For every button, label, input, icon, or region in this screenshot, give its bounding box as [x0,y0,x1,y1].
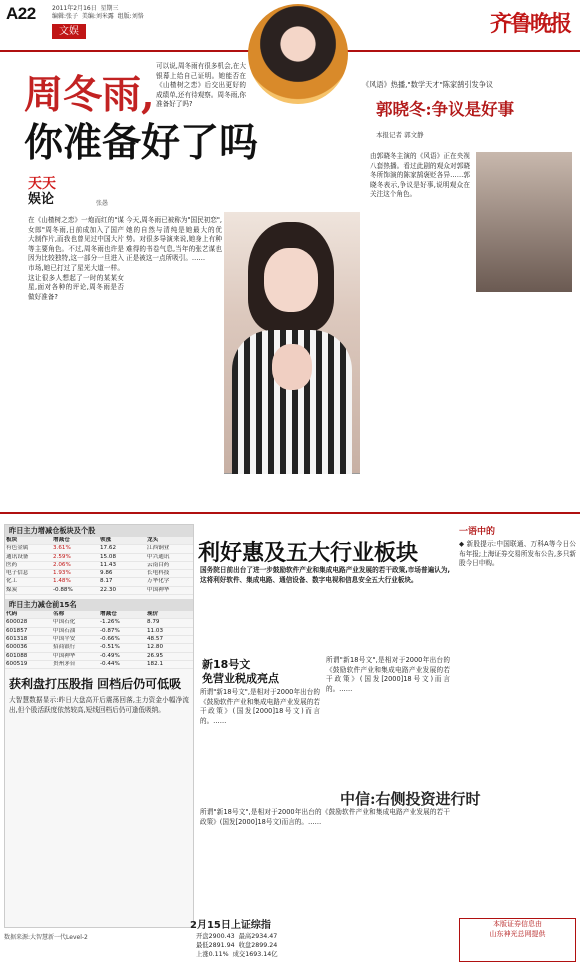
table-cell: 12.80 [147,644,164,651]
feature-body-col1: 在《山楂树之恋》一炮而红的"谋女郎"周冬雨,日前成加入了国产大制作片,而我也曾见过中国大片等主要角色。不过,周冬雨也许是因为比较独特,这一部分一旦进入市场,她已打过了星光大道一样。这让很多人想起了一时的某某女星,面对各种的评论,周冬雨是否做好准备? [28,216,124,301]
table2-body [5,619,193,669]
table-row [5,628,193,636]
table-row [5,554,193,562]
table-header-cell: 板块 [6,537,18,543]
table-cell: 1.48% [53,578,71,585]
table-row [5,570,193,578]
table-cell: 601318 [6,635,28,642]
table-cell: 8.17 [100,578,113,585]
table-cell: -1.26% [100,619,120,626]
table3-title: 获利盘打压股指 回档后仍可低吸 [9,677,182,692]
table-cell: -0.87% [100,627,120,634]
logo-line1: 天天 [28,176,56,192]
table-cell: -0.88% [53,586,73,593]
table1-title: 昨日主力增减仓板块及个股 [5,525,193,537]
table-cell: 9.86 [100,570,113,577]
table-cell: 有色金属 [6,545,29,552]
market-body-col3: 所谓"新18号文",是相对于2000年出台的《鼓励软件产业和集成电路产业发展的若干政策》(国发[2000]18号文)而言的。…… [200,808,450,826]
table-cell: 3.61% [53,545,71,552]
table-cell: -0.51% [100,644,120,651]
index-values: 开盘2900.43 最高2934.47 最低2891.94 收盘2899.24 上涨0.11% 成交1693.14亿 [196,933,278,958]
table-header-cell: 领涨 [100,537,112,543]
table-row [5,619,193,627]
page-number: A22 [6,4,36,23]
sidebar-title: 郭晓冬:争议是好事 [376,100,515,119]
market-body-col2: 所谓"新18号文",是相对于2000年出台的《鼓励软件产业和集成电路产业发展的若干政策》(国发[2000]18号文)而言的。…… [326,656,450,693]
feature-headline-line1: 周冬雨, [24,72,155,118]
table-cell: 11.03 [147,627,164,634]
index-title: 2月15日上证综指 [190,920,271,931]
section-divider [0,512,580,514]
table-cell: -0.66% [100,635,120,642]
table-cell: 中国平安 [53,635,76,642]
table-cell: 中国石化 [53,619,76,626]
table-header-cell: 名称 [53,611,65,618]
table-cell: 中国神华 [147,586,170,593]
table1-header [5,537,193,545]
table-cell: 48.57 [147,635,164,642]
sidebar-photo [476,152,572,292]
table-cell: 医药 [6,561,18,568]
table-cell: 中国石油 [53,627,76,634]
table-cell: 化工 [6,578,18,585]
table-cell: 贵州茅台 [53,660,76,667]
market-subtitle3: 中信:右侧投资进行时 [340,790,481,808]
sponsor-line1: 本版证券信息由 [493,920,542,928]
table-cell: 2.59% [53,553,71,560]
side-column-body: ◆ 新股提示:中国联通、万科A等今日公布年报;上海证券交易所发布公告,多只新股今日申购。 [459,540,576,568]
table-row [5,661,193,669]
table-row [5,587,193,595]
table-cell: 22.30 [100,586,117,593]
market-headline: 利好惠及五大行业板块 [198,540,419,566]
feature-headline-line2: 你准备好了吗 [24,120,259,166]
photo-hands [272,344,312,390]
market-subtitle2: 免营业税成亮点 [202,672,279,685]
feature-body-col2: 今天,周冬雨已被称为"国民初恋",她的自然与清纯是她最大的优势。对很多导演来说,她身上有种难得的书卷气息,当年的张艺谋也正是被这一点所吸引。…… [126,216,222,263]
sponsor-box [459,918,576,962]
table-cell: 万华化学 [147,578,170,585]
sidebar-body: 由郭晓冬主演的《风语》正在央视八套热播。看过此剧的观众对郭晓冬所饰演的陈家鹄褒贬各异……郭晓冬表示,争议是好事,说明观众在关注这个角色。 [370,152,470,199]
table-cell: 云南白药 [147,561,170,568]
feature-author: 张愚 [96,200,109,207]
table-cell: 26.95 [147,652,164,659]
table-row [5,578,193,586]
table-cell: 600036 [6,644,28,651]
column-logo [28,176,98,212]
sponsor-line2: 山东神光总网提供 [489,930,546,938]
table-header-cell: 现价 [147,611,159,618]
table-header-cell: 增减仓 [100,611,117,618]
table-cell: 600519 [6,660,28,667]
feature-photo [224,212,360,474]
table-row [5,644,193,652]
table2-header [5,611,193,619]
newspaper-masthead: 齐鲁晚报 [489,11,570,37]
table-cell: 2.06% [53,561,71,568]
table-cell: 煤炭 [6,586,18,593]
photo-face [264,248,318,312]
table-header-cell: 代码 [6,611,18,618]
market-body-col1: 所谓"新18号文",是相对于2000年出台的《鼓励软件产业和集成电路产业发展的若干政策》(国发[2000]18号文)而言的。…… [200,688,320,725]
table2-title: 昨日主力减仓前15名 [5,599,193,611]
table-cell: 江西铜业 [147,545,170,552]
table-header-cell: 龙头 [147,537,159,543]
table3-body: 大智慧数据显示:昨日大盘高开后震荡回落,主力资金小幅净流出,但个股活跃度依然较高,短线回档后仍可逢低吸纳。 [9,696,189,714]
table1-body [5,545,193,595]
table-cell: 长电科技 [147,570,170,577]
header-meta: 2011年2月16日 星期三 编辑:张子 美编:刘米露 组版:刘恪 [52,5,144,20]
table-cell: 600028 [6,619,28,626]
table-cell: 通讯设备 [6,553,29,560]
table-cell: 招商银行 [53,644,76,651]
table-cell: 17.62 [100,545,117,552]
table-cell: 1.93% [53,570,71,577]
table-cell: 15.08 [100,553,117,560]
logo-line2: 娱论 [28,192,55,207]
table-row [5,636,193,644]
table-cell: 中兴通讯 [147,553,170,560]
data-source-caption: 数据来源:大智慧新一代Level-2 [4,934,88,941]
table-cell: 8.79 [147,619,160,626]
table-row [5,545,193,553]
table-cell: 11.43 [100,561,117,568]
market-tables [4,524,194,928]
table-cell: 601088 [6,652,28,659]
sidebar-author: 本报记者 郭文静 [376,131,424,139]
table-cell: 182.1 [147,660,164,667]
feature-body-col3: 可以说,周冬雨有很多机会,在大银幕上给自己证明。她能否在《山楂树之恋》后交出更好的成绩单,还有待观察。周冬雨,你准备好了吗? [156,62,246,109]
table-row [5,653,193,661]
sidebar-story [362,60,576,474]
table-cell: 601857 [6,627,28,634]
table-cell: -0.44% [100,660,120,667]
table-cell: 电子信息 [6,570,29,577]
market-lead: 国务院日前出台了进一步鼓励软件产业和集成电路产业发展的若干政策,市场普遍认为,这将利好软件、集成电路、通信设备、数字电视和信息安全五大行业板块。 [200,566,450,584]
portrait-circle-photo [248,4,348,104]
sidebar-kicker: 《风语》热播,"数学天才"陈家鹄引发争议 [362,80,494,89]
table-cell: 中国神华 [53,652,76,659]
section-label: 文娱 [52,24,86,39]
side-column-head: 一语中的 [459,527,496,537]
table-cell: -0.49% [100,652,120,659]
table-header-cell: 增减仓 [53,537,70,543]
table-row [5,562,193,570]
market-subtitle1: 新18号文 [202,658,251,671]
